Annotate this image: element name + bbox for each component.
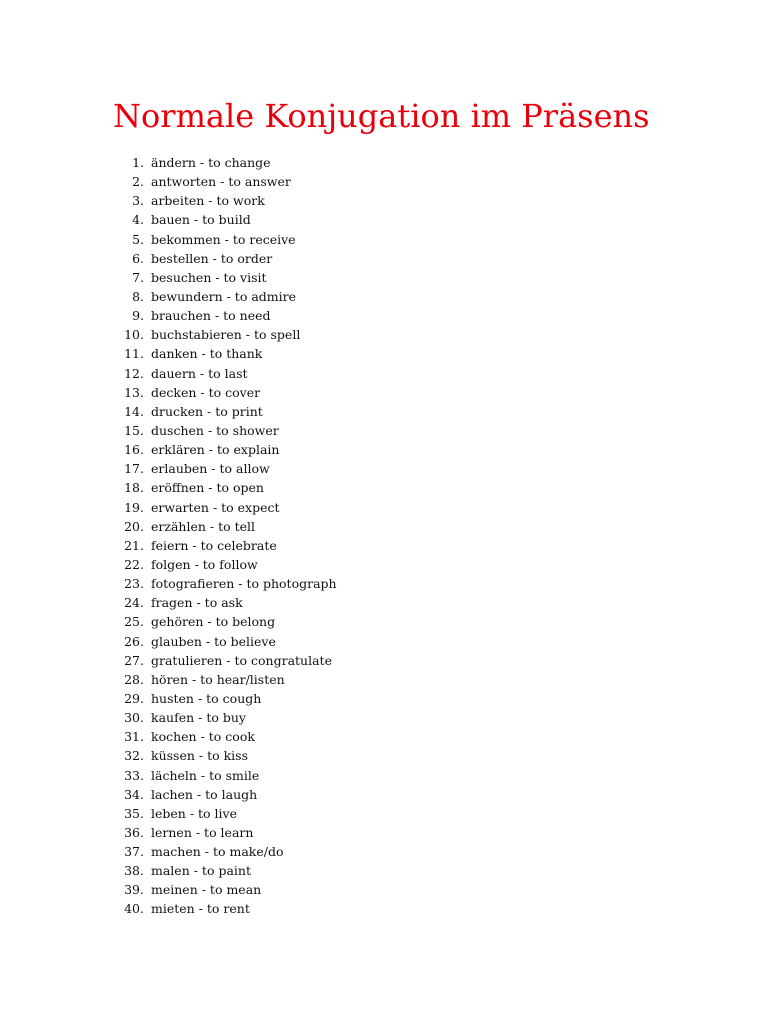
list-item [113, 823, 337, 842]
list-item-number: 30. [124, 710, 144, 726]
list-item [113, 727, 337, 746]
list-item-number: 7. [132, 269, 144, 285]
list-item-number: 35. [124, 805, 144, 821]
list-item-text: besuchen - to visit [151, 269, 267, 285]
list-item-number: 23. [124, 576, 144, 592]
list-item [113, 880, 337, 899]
list-item [113, 517, 337, 536]
list-item [113, 421, 337, 440]
list-item-number: 18. [124, 480, 144, 496]
list-item-number: 5. [132, 231, 144, 247]
list-item-text: erwarten - to expect [151, 499, 280, 515]
list-item-text: arbeiten - to work [151, 193, 265, 209]
list-item-number: 40. [124, 901, 144, 917]
list-item-text: danken - to thank [151, 346, 263, 362]
list-item [113, 344, 337, 363]
list-item-text: erlauben - to allow [151, 461, 270, 477]
list-item [113, 593, 337, 612]
list-item-number: 25. [124, 614, 144, 630]
list-item-text: fotografieren - to photograph [151, 576, 337, 592]
list-item-number: 9. [132, 308, 144, 324]
list-item [113, 440, 337, 459]
list-item-number: 10. [124, 327, 144, 343]
list-item [113, 230, 337, 249]
list-item-number: 26. [124, 633, 144, 649]
list-item-text: glauben - to believe [151, 633, 276, 649]
list-item [113, 899, 337, 918]
list-item [113, 804, 337, 823]
list-item-number: 28. [124, 671, 144, 687]
list-item [113, 210, 337, 229]
list-item-number: 21. [124, 537, 144, 553]
list-item-text: kochen - to cook [151, 729, 255, 745]
list-item-text: leben - to live [151, 805, 237, 821]
list-item-number: 11. [124, 346, 144, 362]
list-item-number: 4. [132, 212, 144, 228]
list-item-text: brauchen - to need [151, 308, 271, 324]
page-title: Normale Konjugation im Präsens [113, 97, 650, 135]
list-item-text: lachen - to laugh [151, 786, 258, 802]
list-item-text: meinen - to mean [151, 882, 262, 898]
list-item-text: machen - to make/do [151, 844, 284, 860]
list-item-text: kaufen - to buy [151, 710, 246, 726]
list-item-text: bekommen - to receive [151, 231, 296, 247]
list-item-number: 34. [124, 786, 144, 802]
list-item-number: 1. [132, 155, 144, 170]
list-item [113, 670, 337, 689]
list-item-number: 20. [124, 518, 144, 534]
list-item [113, 766, 337, 785]
list-item-number: 27. [124, 652, 144, 668]
list-item [113, 498, 337, 517]
list-item-text: ändern - to change [151, 155, 271, 170]
list-item-number: 14. [124, 403, 144, 419]
list-item-number: 16. [124, 442, 144, 458]
list-item [113, 306, 337, 325]
list-item [113, 287, 337, 306]
list-item-number: 22. [124, 556, 144, 572]
list-item [113, 536, 337, 555]
list-item-text: gratulieren - to congratulate [151, 652, 332, 668]
list-item-number: 2. [132, 174, 144, 190]
list-item-text: folgen - to follow [151, 556, 258, 572]
list-item [113, 555, 337, 574]
list-item-text: lernen - to learn [151, 824, 254, 840]
list-item-number: 15. [124, 422, 144, 438]
list-item [113, 364, 337, 383]
list-item-text: eröffnen - to open [151, 480, 264, 496]
list-item-number: 6. [132, 250, 144, 266]
list-item-text: duschen - to shower [151, 422, 279, 438]
list-item [113, 632, 337, 651]
list-item-text: decken - to cover [151, 384, 261, 400]
list-item [113, 478, 337, 497]
list-item-text: husten - to cough [151, 690, 262, 706]
list-item [113, 325, 337, 344]
list-item-text: mieten - to rent [151, 901, 250, 917]
list-item [113, 746, 337, 765]
verb-list [113, 153, 337, 919]
list-item-text: feiern - to celebrate [151, 537, 277, 553]
list-item [113, 153, 337, 172]
list-item [113, 191, 337, 210]
list-item-text: malen - to paint [151, 863, 251, 879]
list-item [113, 249, 337, 268]
list-item [113, 172, 337, 191]
list-item-text: küssen - to kiss [151, 748, 248, 764]
list-item [113, 402, 337, 421]
list-item [113, 708, 337, 727]
list-item-number: 37. [124, 844, 144, 860]
list-item-text: hören - to hear/listen [151, 671, 285, 687]
list-item-number: 29. [124, 690, 144, 706]
list-item [113, 459, 337, 478]
list-item-text: bauen - to build [151, 212, 251, 228]
list-item-number: 36. [124, 824, 144, 840]
list-item-text: bestellen - to order [151, 250, 273, 266]
list-item [113, 383, 337, 402]
list-item-number: 32. [124, 748, 144, 764]
list-item-number: 19. [124, 499, 144, 515]
list-item [113, 268, 337, 287]
list-item-number: 33. [124, 767, 144, 783]
list-item-text: fragen - to ask [151, 595, 243, 611]
list-item [113, 689, 337, 708]
list-item-number: 17. [124, 461, 144, 477]
list-item-text: bewundern - to admire [151, 288, 296, 304]
list-item-text: dauern - to last [151, 365, 248, 381]
list-item-text: gehören - to belong [151, 614, 276, 630]
list-item-number: 3. [132, 193, 144, 209]
list-item [113, 651, 337, 670]
list-item-number: 12. [124, 365, 144, 381]
list-item-number: 38. [124, 863, 144, 879]
list-item-text: drucken - to print [151, 403, 263, 419]
list-item-number: 39. [124, 882, 144, 898]
list-item-text: lächeln - to smile [151, 767, 260, 783]
list-item-text: buchstabieren - to spell [151, 327, 301, 343]
list-item [113, 574, 337, 593]
list-item [113, 612, 337, 631]
list-item [113, 861, 337, 880]
list-item-text: erzählen - to tell [151, 518, 256, 534]
list-item-number: 31. [124, 729, 144, 745]
list-item-text: antworten - to answer [151, 174, 291, 190]
list-item-number: 8. [132, 288, 144, 304]
list-item [113, 842, 337, 861]
list-item-number: 24. [124, 595, 144, 611]
list-item-number: 13. [124, 384, 144, 400]
list-item-text: erklären - to explain [151, 442, 280, 458]
list-item [113, 785, 337, 804]
